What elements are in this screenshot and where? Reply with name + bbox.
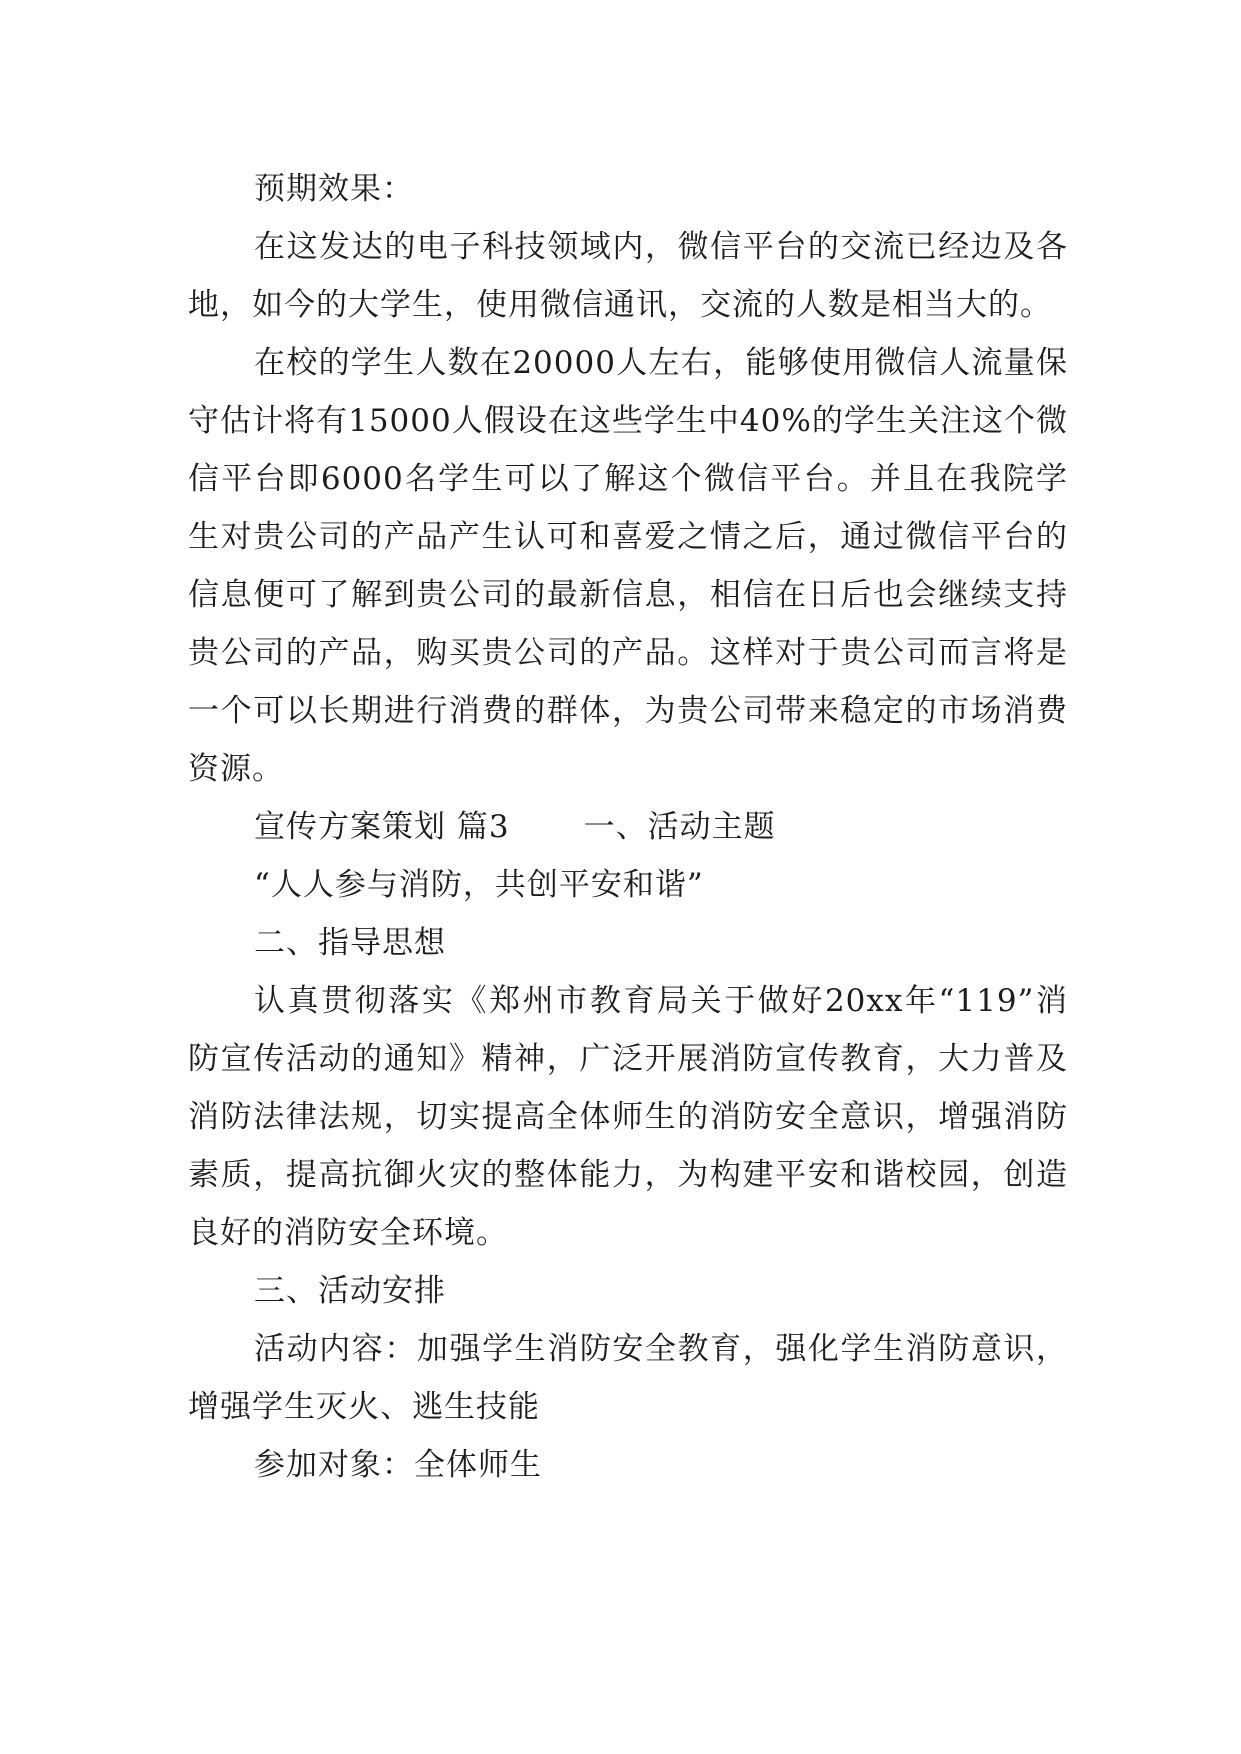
paragraph-activity-theme: “人人参与消防，共创平安和谐” xyxy=(254,867,704,903)
paragraph-guiding-ideology: 认真贯彻落实《郑州市教育局关于做好20xx年“119”消防宣传活动的通知》精神，广泛开展消防宣传教育，大力普及消防法律法规，切实提高全体师生的消防安全意识，增强消防素质，提高抗御火灾的整体能力，为构建平安和谐校园，创造良好的消防安全环境。 xyxy=(188,983,1068,1251)
section-heading-title: 宣传方案策划 篇3 xyxy=(254,809,510,845)
paragraph-activity-arrangement-title: 三、活动安排 xyxy=(254,1273,446,1309)
paragraph-expected-effect-title: 预期效果： xyxy=(254,171,414,207)
section-heading-subtitle: 一、活动主题 xyxy=(583,809,776,845)
paragraph-activity-content: 活动内容：加强学生消防安全教育，强化学生消防意识，增强学生灭火、逃生技能 xyxy=(188,1331,1068,1425)
section-heading-line xyxy=(188,798,1068,856)
paragraph-guiding-ideology-title: 二、指导思想 xyxy=(254,925,446,961)
paragraph-wechat-intro: 在这发达的电子科技领域内，微信平台的交流已经边及各地，如今的大学生，使用微信通讯，交流的人数是相当大的。 xyxy=(188,229,1068,323)
paragraph-participants: 参加对象：全体师生 xyxy=(254,1447,542,1483)
paragraph-student-numbers: 在校的学生人数在20000人左右，能够使用微信人流量保守估计将有15000人假设在这些学生中40%的学生关注这个微信平台即6000名学生可以了解这个微信平台。并且在我院学生对贵公司的产品产生认可和喜爱之情之后，通过微信平台的信息便可了解到贵公司的最新信息，相信在日后也会继续支持贵公司的产品，购买贵公司的产品。这样对于贵公司而言将是一个可以长期进行消费的群体，为贵公司带来稳定的市场消费资源。 xyxy=(188,345,1068,787)
document-body xyxy=(188,160,1068,1494)
